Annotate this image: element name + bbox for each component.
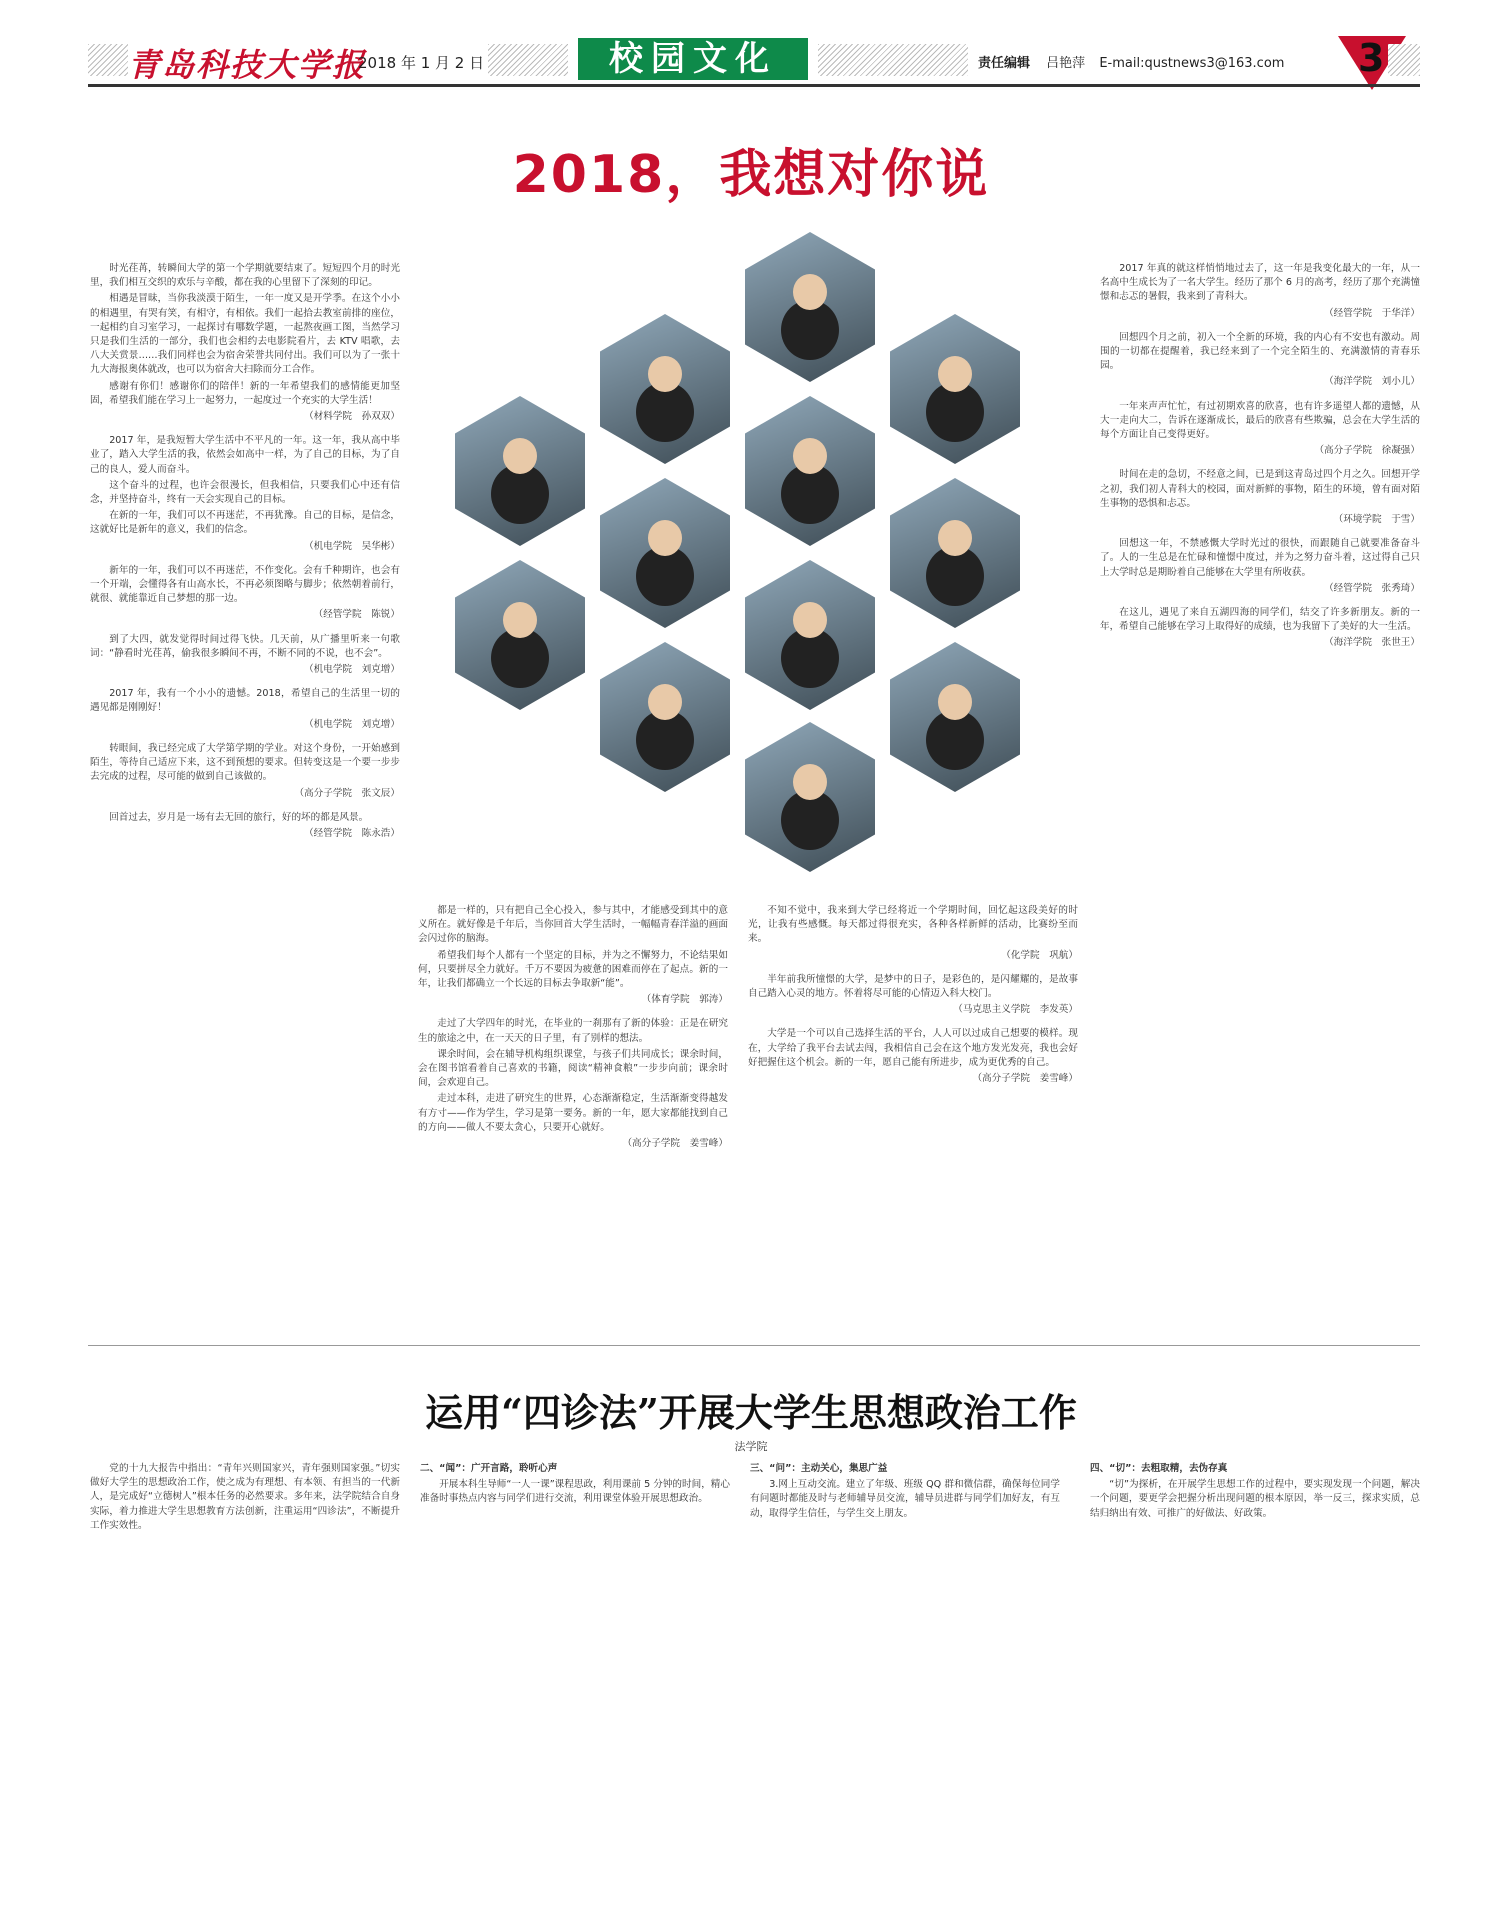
author-signature: （机电学院 刘克增） xyxy=(304,664,400,676)
paragraph: 都是一样的，只有把自己全心投入，参与其中，才能感受到其中的意义所在。就好像是千年后，当你回首大学生活时，一幅幅青春洋溢的画面会闪过你的脑海。 xyxy=(418,905,728,945)
issue-date: 2018 年 1 月 2 日 xyxy=(358,54,485,72)
photo-hexagon xyxy=(890,478,1020,628)
paragraph: 回想这一年，不禁感慨大学时光过的很快，而跟随自己就要准备奋斗了。人的一生总是在忙碌和憧憬中度过，并为之努力奋斗着，这过得自己只上大学时总是期盼着自己能够在大学里有所收获。 xyxy=(1100,538,1420,578)
author-signature: （经管学院 陈永浩） xyxy=(304,827,400,839)
paragraph: 2017 年，我有一个小小的遗憾。2018，希望自己的生活里一切的遇见都是刚刚好！ xyxy=(90,688,400,714)
paragraph: 到了大四，就发觉得时间过得飞快。几天前，从广播里听来一句歌词：“静看时光荏苒，偷我很多瞬间不再，不断不同的不说，也不会”。 xyxy=(90,633,400,659)
author-signature: （经管学院 陈锐） xyxy=(313,609,400,621)
author-signature: （海洋学院 刘小儿） xyxy=(1324,376,1420,388)
author-signature: （经管学院 于华洋） xyxy=(1324,307,1420,319)
paragraph: 回想四个月之前，初入一个全新的环境，我的内心有不安也有激动。周围的一切都在提醒着，我已经来到了一个完全陌生的、充满激情的青春乐园。 xyxy=(1100,331,1420,372)
photo-hexagon-collage xyxy=(440,232,1060,872)
main-title: 2018，我想对你说 xyxy=(512,145,990,205)
paragraph: 在这儿，遇见了来自五湖四海的同学们，结交了许多新朋友。新的一年，希望自己能够在学习上取得好的成绩，也为我留下了美好的大一生活。 xyxy=(1100,607,1420,633)
paragraph: 开展本科生导师“一人一课”课程思政，利用课前 5 分钟的时间，精心准备时事热点内容与同学们进行交流，利用课堂体验开展思想政治。 xyxy=(420,1479,730,1505)
paragraph: 走过本科，走进了研究生的世界，心态渐渐稳定，生活渐渐变得越发有方寸——作为学生，学习是第一要务。新的一年，愿大家都能找到自己的方向——做人不要太贪心，只要开心就好。 xyxy=(418,1093,728,1133)
article2-column-4 xyxy=(1090,1462,1420,1882)
article2-column-3 xyxy=(750,1462,1060,1882)
paragraph: 希望我们每个人都有一个坚定的目标，并为之不懈努力，不论结果如何，只要拼尽全力就好。千万不要因为疲惫的困难而停在了起点。新的一年，让我们都确立一个长远的目标去争取新“能”。 xyxy=(418,949,728,990)
author-signature: （体育学院 郭涛） xyxy=(641,994,728,1006)
photo-hexagon xyxy=(745,396,875,546)
photo-hexagon xyxy=(890,314,1020,464)
photo-hexagon xyxy=(600,478,730,628)
photo-hexagon xyxy=(745,232,875,382)
editor-label: 责任编辑 xyxy=(978,56,1031,71)
paragraph: 党的十九大报告中指出：“青年兴则国家兴，青年强则国家强。”切实做好大学生的思想政治工作，使之成为有理想、有本领、有担当的一代新人，是完成好“立德树人”根本任务的必然要求。多年来，法学院结合自身实际，着力推进大学生思想教育方法创新，注重运用“四诊法”，不断提升工作实效性。 xyxy=(90,1463,400,1531)
editor-email: E-mail:qustnews3@163.com xyxy=(1099,56,1285,71)
author-signature: （高分子学院 张文辰） xyxy=(294,787,400,799)
paragraph: 不知不觉中，我来到大学已经将近一个学期时间，回忆起这段美好的时光，让我有些感慨。每天都过得很充实，各种各样新鲜的活动，比赛纷至而来。 xyxy=(748,905,1078,945)
photo-hexagon xyxy=(455,560,585,710)
paragraph: 大学是一个可以自己选择生活的平台，人人可以过成自己想要的模样。现在，大学给了我平台去试去闯，我相信自己会在这个地方发光发亮，我也会好好把握住这个机会。新的一年，愿自己能有所进步，成为更优秀的自己。 xyxy=(748,1028,1078,1068)
masthead: 青岛科技大学报 xyxy=(128,46,367,84)
article-column-3 xyxy=(748,904,1078,1324)
article2-byline: 法学院 xyxy=(734,1440,768,1453)
subheading: 四、“切”：去粗取精，去伪存真 xyxy=(1090,1463,1228,1474)
paragraph: 时光荏苒，转瞬间大学的第一个学期就要结束了。短短四个月的时光里，我们相互交织的欢乐与辛酸，都在我的心里留下了深刻的印记。 xyxy=(90,263,400,289)
author-signature: （高分子学院 姜雪峰） xyxy=(972,1073,1078,1085)
author-signature: （环境学院 于雪） xyxy=(1333,514,1420,526)
photo-hexagon xyxy=(455,396,585,546)
photo-hexagon xyxy=(745,722,875,872)
paragraph: 新年的一年，我们可以不再迷茫，不作变化。会有千种期许，也会有一个开端，会懂得各有山高水长，不再必须图略与脚步；依然朝着前行，就很、就能靠近自己梦想的那一边。 xyxy=(90,564,400,605)
subheading: 二、“闻”：广开言路，聆听心声 xyxy=(420,1463,558,1474)
author-signature: （经管学院 张秀琦） xyxy=(1324,582,1420,594)
paragraph: 这个奋斗的过程，也许会很漫长，但我相信，只要我们心中还有信念，并坚持奋斗，终有一天会实现自己的目标。 xyxy=(90,479,400,506)
paragraph: 回首过去，岁月是一场有去无回的旅行，好的坏的都是风景。 xyxy=(109,811,369,823)
paragraph: 感谢有你们！感谢你们的陪伴！新的一年希望我们的感情能更加坚固，希望我们能在学习上一起努力，一起度过一个充实的大学生活！ xyxy=(90,380,400,406)
section-banner: 校园文化 xyxy=(578,38,808,80)
paragraph: 时间在走的急切，不经意之间，已是到这青岛过四个月之久。回想开学之初，我们初人青科大的校园，面对新鲜的事物，陌生的环境，曾有面对陌生事物的恐惧和忐忑。 xyxy=(1100,469,1420,509)
article-separator xyxy=(88,1345,1420,1346)
paragraph: 2017 年真的就这样悄悄地过去了，这一年是我变化最大的一年，从一名高中生成长为了一名大学生。经历了那个 6 月的高考，经历了那个充满憧憬和忐忑的暑假，我来到了青科大。 xyxy=(1100,263,1420,303)
paragraph: 转眼间，我已经完成了大学第学期的学业。对这个身份，一开始感到陌生，等待自己适应下来，这不到预想的要求。但转变这是一个要一步步去完成的过程，尽可能的做到自己该做的。 xyxy=(90,742,400,783)
author-signature: （机电学院 刘克增） xyxy=(304,718,400,730)
paragraph: 课余时间，会在辅导机构组织课堂，与孩子们共同成长；课余时间，会在图书馆看着自己喜欢的书籍，阅读“精神食粮”一步步向前；课余时间，会欢迎自己。 xyxy=(418,1048,728,1089)
paragraph: 相遇是冒昧，当你我淡漠于陌生，一年一度又是开学季。在这个小小的相遇里，有哭有笑，有相守，有相依。我们一起拾去教室前排的座位，一起相约自习室学习，一起探讨有哪数学题，一起熬夜画工图，当然学习只是我们生活的一部分，我们也会相约去电影院看片，去 KTV 唱歌，去八大关赏景……我们同样也会为宿舍荣誉共同付出。我们可以为了一张十九大海报奥体就改，也可以为宿舍大扫除而分工合作。 xyxy=(90,293,400,376)
author-signature: （马克思主义学院 李发英） xyxy=(953,1004,1078,1016)
article-column-2 xyxy=(418,904,728,1324)
header-hatch-mid xyxy=(488,44,568,76)
author-signature: （材料学院 孙双双） xyxy=(304,411,400,423)
author-signature: （海洋学院 张世王） xyxy=(1324,637,1420,649)
author-signature: （化学院 巩航） xyxy=(1001,949,1078,961)
subheading: 三、“问”：主动关心，集思广益 xyxy=(750,1463,888,1474)
author-signature: （高分子学院 姜雪峰） xyxy=(622,1138,728,1150)
article-column-1 xyxy=(90,262,400,1322)
article2-column-1 xyxy=(90,1462,400,1882)
article2-title: 运用“四诊法”开展大学生思想政治工作 xyxy=(425,1390,1077,1435)
page-header xyxy=(88,38,1420,82)
paragraph: “切”为探析，在开展学生思想工作的过程中，要实现发现一个问题，解决一个问题，要更学会把握分析出现问题的根本原因，举一反三，探求实质，总结归纳出有效、可推广的好做法、好政策。 xyxy=(1090,1479,1420,1519)
photo-hexagon xyxy=(600,642,730,792)
photo-hexagon xyxy=(745,560,875,710)
article2-column-2 xyxy=(420,1462,730,1882)
paragraph: 2017 年，是我短暂大学生活中不平凡的一年。这一年，我从高中毕业了，踏入大学生活的我，依然会如高中一样，为了自己的目标，为了自己的良人，爱人而奋斗。 xyxy=(90,435,400,475)
header-rule xyxy=(88,84,1420,87)
paragraph: 一年来声声忙忙，有过初期欢喜的欣喜，也有许多遥望人都的遗憾，从大一走向大二，告诉在逐渐成长，最后的欣喜有些欺骗，总会在大学生活的每个方面让自己变得更好。 xyxy=(1100,400,1420,441)
editor-info xyxy=(978,52,1284,71)
paragraph: 3.网上互动交流。建立了年级、班级 QQ 群和微信群，确保每位同学有问题时都能及时与老师辅导员交流，辅导员进群与同学们加好友，有互动，取得学生信任，与学生交上朋友。 xyxy=(750,1479,1060,1519)
paragraph: 在新的一年，我们可以不再迷茫，不再犹豫。自己的目标，是信念，这就好比是新年的意义，我们的信念。 xyxy=(90,510,400,536)
header-hatch-left xyxy=(88,44,128,76)
photo-hexagon xyxy=(600,314,730,464)
editor-name: 吕艳萍 xyxy=(1046,56,1086,71)
page-number: 3 xyxy=(1358,36,1385,80)
paragraph: 走过了大学四年的时光，在毕业的一刹那有了新的体验：正是在研究生的旅途之中，在一天天的日子里，有了别样的想法。 xyxy=(418,1018,728,1044)
header-hatch-end xyxy=(1388,44,1420,76)
header-hatch-right xyxy=(818,44,968,76)
photo-hexagon xyxy=(890,642,1020,792)
paragraph: 半年前我所憧憬的大学，是梦中的日子，是彩色的，是闪耀耀的，是故事自己踏入心灵的地方。怀着将尽可能的心情迈入科大校门。 xyxy=(748,973,1078,1000)
article-column-4 xyxy=(1100,262,1420,1322)
author-signature: （机电学院 吴华彬） xyxy=(304,540,400,552)
author-signature: （高分子学院 徐凝强） xyxy=(1314,445,1420,457)
